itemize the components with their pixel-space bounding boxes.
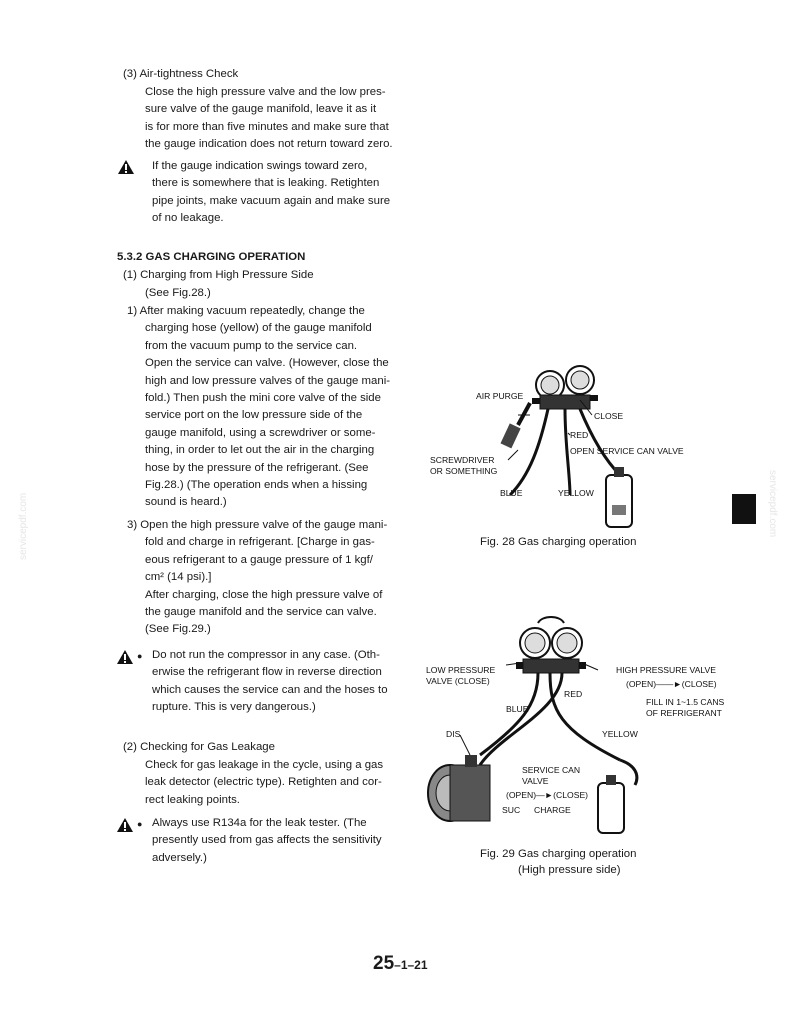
figure-reference: (See Fig.28.) [145,287,211,299]
label-refrigerant: OF REFRIGERANT [646,708,722,718]
text-line: After charging, close the high pressure valve of [145,588,383,601]
text-line: fold.) Then push the mini core valve of the side [145,392,381,405]
text-line: 3) Open the high pressure valve of the gauge mani- [127,519,388,531]
text-line: rect leaking points. [145,793,240,806]
text-line: (See Fig.29.) [145,623,211,636]
section-title: (3) Air-tightness Check [123,68,239,80]
text-line: sure valve of the gauge manifold, leave it as it [145,103,377,116]
text-line: service port on the low pressure side of the [145,409,363,422]
warning-text [152,158,390,228]
subsection-body [145,757,383,809]
page-number [373,953,428,975]
label-fill-cans: FILL IN 1~1.5 CANS [646,697,725,707]
label-high-pressure: HIGH PRESSURE VALVE [616,665,716,675]
section-body [145,84,393,154]
text-line: presently used from gas affects the sensitivity [152,834,382,847]
text-line: thing, in order to let out the air in the charging [145,444,375,457]
bullet-icon: ● [137,819,143,829]
section-heading: 5.3.2 GAS CHARGING OPERATION [117,251,306,263]
label-open-close: (OPEN)—►(CLOSE) [506,790,589,800]
text-line: Always use R134a for the leak tester. (The [152,817,367,829]
page-number-suffix: –1–21 [394,958,428,972]
label-yellow: YELLOW [602,729,638,739]
text-line: eous refrigerant to a gauge pressure of 1 kgf/ [145,553,373,566]
label-or-something: OR SOMETHING [430,466,498,476]
step-1 [127,303,390,512]
text-line: gauge manifold, using a screwdriver or some- [145,426,376,439]
text-line: fold and charge in refrigerant. [Charge in gas- [145,536,375,549]
warning-text [152,647,388,717]
page-number-main: 25 [373,953,395,974]
text-line: Close the high pressure valve and the low pres- [145,86,386,98]
watermark-left: servicepdf.com [18,492,29,560]
text-line: Check for gas leakage in the cycle, using a gas [145,759,384,771]
text-line: adversely.) [152,851,207,864]
subsection-title: (1) Charging from High Pressure Side [123,269,314,281]
text-line: the gauge indication does not return toward zero. [145,138,393,151]
text-line: which causes the service can and the hoses to [152,683,388,696]
fig28-drawing [420,355,720,535]
figure-29-subcaption: (High pressure side) [518,864,621,876]
bullet-icon: ● [137,651,143,661]
text-line: high and low pressure valves of the gauge mani- [145,374,391,387]
watermark-right: servicepdf.com [767,470,778,538]
label-blue: BLUE [500,488,523,498]
label-screwdriver: SCREWDRIVER [430,455,495,465]
text-line: leak detector (electric type). Retighten and cor- [145,776,382,789]
text-line: of no leakage. [152,212,224,225]
label-suc: SUC [502,805,521,815]
label-valve: VALVE [522,776,549,786]
subsection-title: (2) Checking for Gas Leakage [123,741,275,753]
text-line: hose by the pressure of the refrigerant. (See [145,461,369,474]
warning-icon [117,650,133,664]
warning-icon [118,160,134,174]
figure-29 [420,615,725,845]
label-yellow: YELLOW [558,488,594,498]
figure-28 [420,355,720,535]
text-line: erwise the refrigerant flow in reverse direction [152,666,382,679]
section-tab-mark [732,494,756,524]
text-line: pipe joints, make vacuum again and make sure [152,194,391,207]
label-low-pressure: LOW PRESSURE [426,665,496,675]
text-line: Do not run the compressor in any case. (Oth- [152,649,380,661]
text-line: cm² (14 psi).] [145,571,212,584]
label-red: RED [570,430,589,440]
figure-29-caption: Fig. 29 Gas charging operation [480,848,637,860]
label-low-valve-close: VALVE (CLOSE) [426,676,490,686]
text-line: charging hose (yellow) of the gauge manifold [145,322,372,335]
text-line: Open the service can valve. (However, close the [145,357,389,370]
label-high-open-close: (OPEN)——►(CLOSE) [626,679,717,689]
label-service-can: SERVICE CAN [522,765,581,775]
text-line: there is somewhere that is leaking. Retighten [152,177,380,190]
text-line: is for more than five minutes and make sure that [145,120,389,133]
label-dis: DIS [446,729,461,739]
warning-text [152,815,382,867]
figure-28-caption: Fig. 28 Gas charging operation [480,536,637,548]
label-air-purge: AIR PURGE [476,391,524,401]
text-line: If the gauge indication swings toward zero, [152,160,368,172]
label-blue: BLUE [506,704,529,714]
label-open-valve: OPEN SERVICE CAN VALVE [570,446,684,456]
label-charge: CHARGE [534,805,571,815]
text-line: 1) After making vacuum repeatedly, change the [127,305,365,317]
label-red: RED [564,689,583,699]
text-line: Fig.28.) (The operation ends when a hissing [145,479,368,492]
text-line: the gauge manifold and the service can valve. [145,606,377,619]
label-close: CLOSE [594,411,624,421]
text-line: sound is heard.) [145,496,227,509]
text-line: from the vacuum pump to the service can. [145,339,358,352]
text-line: rupture. This is very dangerous.) [152,701,316,714]
warning-icon [117,818,133,832]
step-3 [127,517,387,639]
